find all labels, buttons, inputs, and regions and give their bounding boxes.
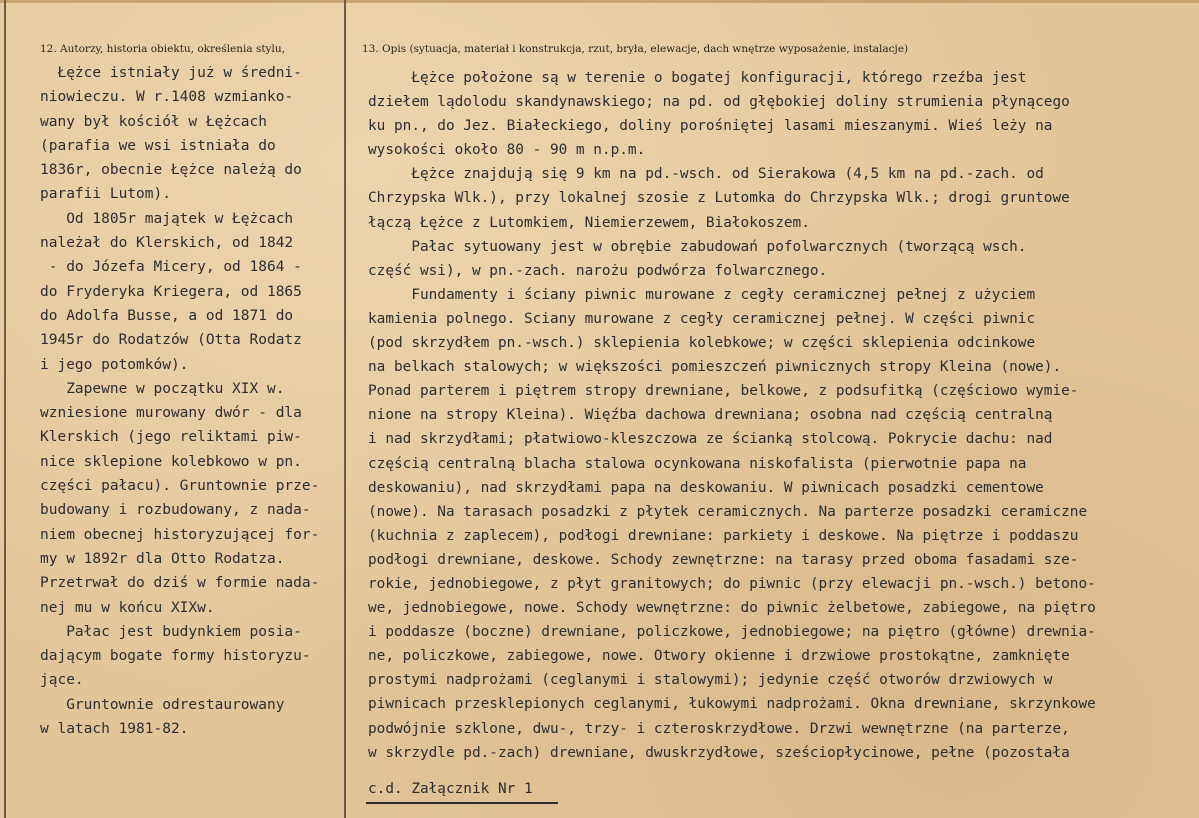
history-text-line: jące. bbox=[40, 672, 84, 689]
history-text-line: niowieczu. W r.1408 wzmianko- bbox=[40, 89, 294, 106]
history-text-line: do Adolfa Busse, a od 1871 do bbox=[40, 307, 294, 324]
history-text-line: wany był kościół w Łężcach bbox=[40, 113, 267, 130]
history-text-line: dającym bogate formy historyzu- bbox=[40, 648, 311, 665]
description-text-line: Ponad parterem i piętrem stropy drewniane, belkowe, z podsufitką (częściowo wymie- bbox=[368, 383, 1079, 400]
history-text-line: budowany i rozbudowany, z nada- bbox=[40, 502, 311, 519]
history-text-line: my w 1892r dla Otto Rodatza. bbox=[40, 550, 285, 567]
history-text-line: Łężce istniały już w średni- bbox=[40, 65, 302, 81]
continuation-note: c.d. Załącznik Nr 1 bbox=[368, 781, 533, 797]
description-text-line: Fundamenty i ściany piwnic murowane z cegły ceramicznej pełnej z użyciem bbox=[368, 286, 1036, 303]
description-text-line: Chrzypska Wlk.), przy lokalnej szosie z Lutomka do Chrzypska Wlk.; drogi gruntowe bbox=[368, 190, 1070, 207]
history-text-line: części pałacu). Gruntownie prze- bbox=[40, 478, 320, 495]
right-section-header: 13. Opis (sytuacja, materiał i konstrukcja, rzut, bryła, elewacje, dach wnętrze wyposażenie, instalacje) bbox=[362, 43, 909, 55]
history-text-line: Od 1805r majątek w Łężcach bbox=[40, 210, 294, 227]
description-text-line: rokie, jednobiegowe, z płyt granitowych; do piwnic (przy elewacji pn.-wsch.) betono- bbox=[368, 575, 1096, 592]
paper-edge bbox=[0, 0, 1199, 3]
description-text-line: wysokości około 80 - 90 m n.p.m. bbox=[368, 142, 646, 159]
column-divider bbox=[344, 0, 346, 818]
continuation-underline bbox=[366, 802, 558, 804]
history-text-line: nice sklepione kolebkowo w pn. bbox=[40, 453, 302, 470]
history-text-line: Przetrwał do dziś w formie nada- bbox=[40, 575, 320, 592]
history-text-line: 1836r, obecnie Łężce należą do bbox=[40, 162, 302, 179]
history-text-line: wzniesione murowany dwór - dla bbox=[40, 405, 302, 422]
description-text-line: część wsi), w pn.-zach. narożu podwórza folwarcznego. bbox=[368, 262, 828, 279]
left-section-header: 12. Autorzy, historia obiektu, określenia stylu, bbox=[40, 43, 285, 55]
history-text-line: należał do Klerskich, od 1842 bbox=[40, 235, 294, 252]
left-border-line bbox=[4, 0, 6, 818]
description-text-line: łączą Łężce z Lutomkiem, Niemierzewem, Białokoszem. bbox=[368, 214, 810, 231]
description-text-line: i nad skrzydłami; płatwiowo-kleszczowa ze ścianką stolcową. Pokrycie dachu: nad bbox=[368, 431, 1053, 448]
description-text-line: podwójnie szklone, dwu-, trzy- i czteroskrzydłowe. Drzwi wewnętrzne (na parterze, bbox=[368, 720, 1070, 737]
history-text-line: Gruntownie odrestaurowany bbox=[40, 696, 285, 713]
description-column bbox=[368, 66, 1096, 765]
history-text-line: nej mu w końcu XIXw. bbox=[40, 599, 215, 616]
history-text-line: Klerskich (jego reliktami piw- bbox=[40, 429, 302, 446]
history-text-line: i jego potomków). bbox=[40, 356, 189, 373]
history-text-line: parafii Lutom). bbox=[40, 186, 171, 203]
description-text-line: częścią centralną blacha stalowa ocynkowana niskofalista (pierwotnie papa na bbox=[368, 455, 1027, 472]
history-text-line: niem obecnej historyzującej for- bbox=[40, 526, 320, 543]
description-text-line: deskowaniu), nad skrzydłami papa na deskowaniu. W piwnicach posadzki cementowe bbox=[368, 479, 1044, 496]
history-column bbox=[40, 61, 319, 741]
description-text-line: ne, policzkowe, zabiegowe, nowe. Otwory okienne i drzwiowe prostokątne, zamknięte bbox=[368, 648, 1070, 665]
description-text-line: ku pn., do Jez. Białeckiego, doliny porośniętej lasami mieszanymi. Wieś leży na bbox=[368, 118, 1053, 135]
description-text-line: Pałac sytuowany jest w obrębie zabudowań pofolwarcznych (tworzącą wsch. bbox=[368, 238, 1027, 255]
description-text-line: we, jednobiegowe, nowe. Schody wewnętrzne: do piwnic żelbetowe, zabiegowe, na piętro bbox=[368, 600, 1096, 617]
description-text-line: podłogi drewniane, deskowe. Schody zewnętrzne: na tarasy przed oboma fasadami sze- bbox=[368, 551, 1079, 568]
history-text-line: Zapewne w początku XIX w. bbox=[40, 380, 285, 397]
description-text-line: piwnicach przesklepionych ceglanymi, łukowymi nadprożami. Okna drewniane, skrzynkowe bbox=[368, 696, 1096, 713]
history-text-line: do Fryderyka Kriegera, od 1865 bbox=[40, 283, 302, 300]
description-text-line: (pod skrzydłem pn.-wsch.) sklepienia kolebkowe; w części sklepienia odcinkowe bbox=[368, 335, 1036, 352]
history-text-line: 1945r do Rodatzów (Otta Rodatz bbox=[40, 332, 302, 349]
description-text-line: w skrzydle pd.-zach) drewniane, dwuskrzydłowe, sześciopłycinowe, pełne (pozostała bbox=[368, 744, 1070, 761]
description-text-line: na belkach stalowych; w większości pomieszczeń piwnicznych stropy Kleina (nowe). bbox=[368, 359, 1062, 376]
description-text-line: Łężce położone są w terenie o bogatej konfiguracji, którego rzeźba jest bbox=[368, 70, 1027, 86]
description-text-line: (kuchnia z zaplecem), podłogi drewniane: parkiety i deskowe. Na piętrze i poddaszu bbox=[368, 527, 1079, 544]
history-text-line: Pałac jest budynkiem posia- bbox=[40, 623, 302, 640]
history-text-line: w latach 1981-82. bbox=[40, 721, 189, 738]
description-text-line: (nowe). Na tarasach posadzki z płytek ceramicznych. Na parterze posadzki ceramiczne bbox=[368, 503, 1088, 520]
description-text-line: i poddasze (boczne) drewniane, policzkowe, jednobiegowe; na piętro (główne) drewnia- bbox=[368, 624, 1096, 641]
history-text-line: (parafia we wsi istniała do bbox=[40, 137, 276, 154]
history-text-line: - do Józefa Micery, od 1864 - bbox=[40, 259, 302, 276]
description-text-line: nione na stropy Kleina). Więźba dachowa drewniana; osobna nad częścią centralną bbox=[368, 407, 1053, 424]
description-text-line: kamienia polnego. Sciany murowane z cegły ceramicznej pełnej. W części piwnic bbox=[368, 310, 1036, 327]
description-text-line: prostymi nadprożami (ceglanymi i stalowymi); jedynie część otworów drzwiowych w bbox=[368, 672, 1053, 689]
description-text-line: Łężce znajdują się 9 km na pd.-wsch. od Sierakowa (4,5 km na pd.-zach. od bbox=[368, 166, 1044, 183]
description-text-line: dziełem lądolodu skandynawskiego; na pd. od głębokiej doliny strumienia płynącego bbox=[368, 94, 1070, 111]
